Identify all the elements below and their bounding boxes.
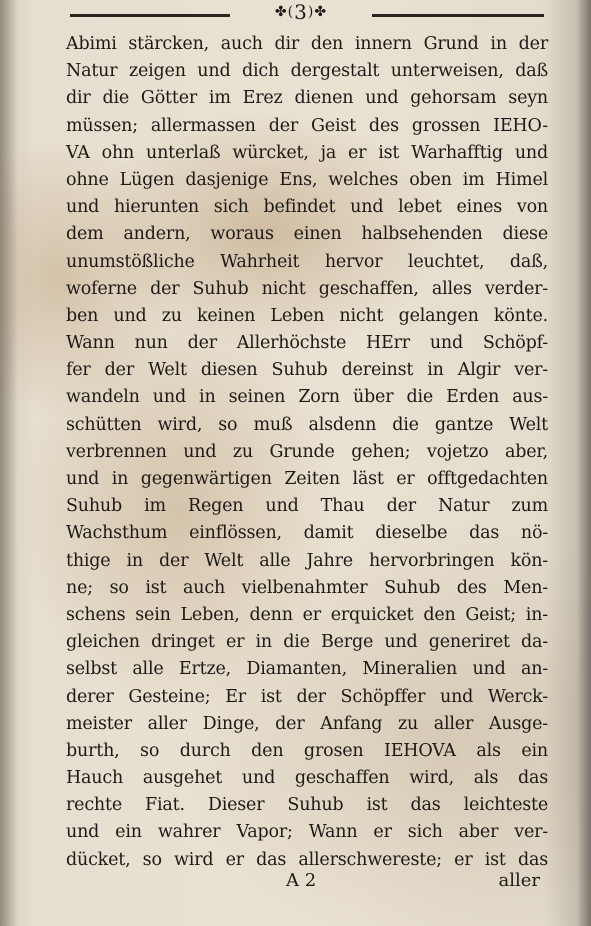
text-line: derer Gesteine; Er ist der Schöpffer und Werck- (66, 686, 548, 707)
header-ornament-right: )✤ (307, 4, 328, 20)
header-ornament-left: ✤( (274, 4, 295, 20)
page-edge-shadow (577, 0, 591, 926)
running-header (0, 0, 591, 30)
text-line: fer der Welt diesen Suhub dereinst in Algir ver- (66, 360, 548, 381)
text-line: burth, so durch den grosen IEHOVA als ein (66, 740, 548, 761)
page-footer (66, 870, 548, 900)
text-line: ben und zu keinen Leben nicht gelangen könte. (66, 305, 548, 326)
text-line: thige in der Welt alle Jahre hervorbringen kön- (66, 550, 548, 571)
body-text (66, 31, 548, 874)
text-line: schens sein Leben, denn er erquicket den Geist; in- (66, 604, 548, 625)
text-line: meister aller Dinge, der Anfang zu aller Ausge- (66, 713, 548, 734)
page-number-value: 3 (294, 0, 308, 24)
text-line: Suhub im Regen und Thau der Natur zum (66, 496, 548, 517)
text-line: schütten wird, so muß alsdenn die gantze Welt (66, 414, 548, 435)
text-line: VA ohn unterlaß würcket, ja er ist Warhafftig und (66, 142, 548, 163)
text-line: dem andern, woraus einen halbsehenden diese (66, 224, 548, 245)
text-line: Hauch ausgehet und geschaffen wird, als das (66, 768, 548, 789)
text-line: verbrennen und zu Grunde gehen; vojetzo aber, (66, 441, 548, 462)
text-line: Abimi stärcken, auch dir den innern Grund in der (66, 34, 548, 54)
text-line: woferne der Suhub nicht geschaffen, alles verder- (66, 278, 548, 299)
text-line: unumstößliche Wahrheit hervor leuchtet, daß, (66, 251, 548, 272)
catchword: aller (498, 870, 540, 891)
text-line: Natur zeigen und dich dergestalt unterweisen, daß (66, 61, 548, 82)
text-line: ohne Lügen dasjenige Ens, welches oben im Himel (66, 169, 548, 190)
signature-mark: A 2 (286, 870, 317, 891)
text-line: wandeln und in seinen Zorn über die Erden aus- (66, 387, 548, 408)
header-rule-right (372, 14, 544, 17)
text-line: rechte Fiat. Dieser Suhub ist das leichteste (66, 795, 548, 816)
text-line: Wachsthum einflössen, damit dieselbe das nö- (66, 523, 548, 544)
gutter-shadow (0, 0, 18, 926)
text-line: und hierunten sich befindet und lebet eines von (66, 197, 548, 218)
text-line: dücket, so wird er das allerschwereste; er ist das (66, 849, 548, 870)
page-number (236, 0, 366, 24)
text-line: selbst alle Ertze, Diamanten, Mineralien und an- (66, 659, 548, 680)
text-line: müssen; allermassen der Geist des grossen IEHO- (66, 115, 548, 136)
text-line: Wann nun der Allerhöchste HErr und Schöpf- (66, 333, 548, 354)
text-line: und in gegenwärtigen Zeiten läst er offtgedachten (66, 469, 548, 489)
text-line: ne; so ist auch vielbenahmter Suhub des Men- (66, 577, 548, 598)
text-line: gleichen dringet er in die Berge und generiret da- (66, 632, 548, 653)
text-line: und ein wahrer Vapor; Wann er sich aber ver- (66, 822, 548, 843)
text-line: dir die Götter im Erez dienen und gehorsam seyn (66, 88, 548, 109)
header-rule-left (70, 14, 230, 17)
